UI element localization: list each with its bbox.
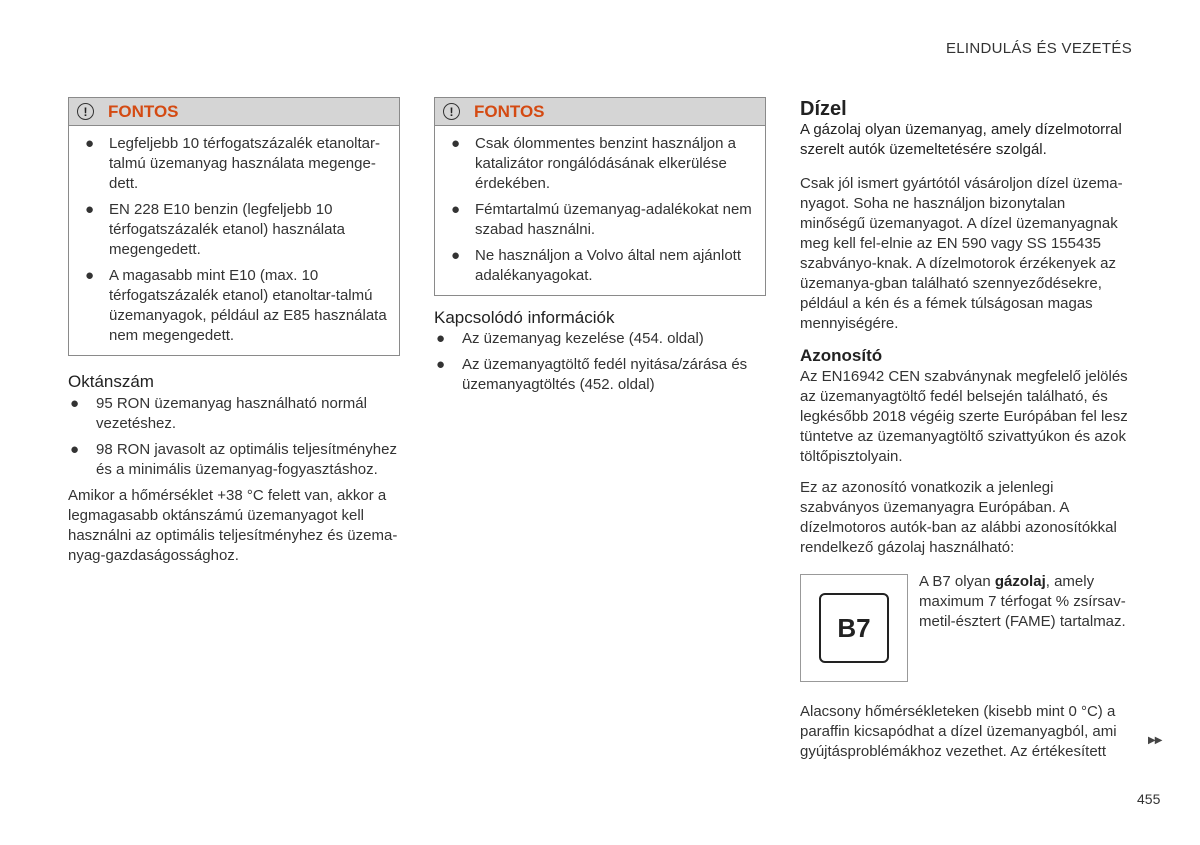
bullet-icon: ● [85,135,95,152]
list-item [445,200,755,240]
important-box [68,97,400,356]
column-left [68,97,400,566]
page-title: Dízel [800,98,847,120]
list-item [79,200,389,260]
list-item-text: 98 RON javasolt az optimális teljesítményhez és a minimális üzemanyag-fogyasztáshoz. [96,441,397,478]
important-box-title: FONTOS [474,101,545,121]
double-arrow-right-icon: ▶▶ [1148,735,1162,746]
list-item-text: Legfeljebb 10 térfogatszázalék etanoltar-talmú üzemanyag használata megenge-dett. [109,135,381,192]
list-item-text: Csak ólommentes benzint használjon a katalizátor rongálódásának elkerülése érdekében. [475,135,736,192]
bullet-icon: ● [85,201,95,218]
bullet-icon: ● [85,267,95,284]
list-item-text: Ne használjon a Volvo által nem ajánlott adalékanyagokat. [475,247,742,284]
important-box-header [435,98,765,126]
list-item-text: Fémtartalmú üzemanyag-adalékokat nem szabad használni. [475,201,752,238]
body-paragraph: Ez az azonosító vonatkozik a jelenlegi szabványos üzemanyagra Európában. A dízelmotoros autók-ban az alábbi azonosítókkal rendelkező gázolaj használható: [800,479,1117,556]
list-item [445,246,755,286]
list-item [445,134,755,194]
column-middle [434,97,766,395]
chapter-title: ELINDULÁS ÉS VEZETÉS [945,40,1132,57]
list-item-text: EN 228 E10 benzin (legfeljebb 10 térfogatszázalék etanol) használata megengedett. [109,201,345,258]
b7-identifier-icon: B7 [819,593,889,663]
list-item [68,394,400,434]
bullet-icon: ● [70,441,80,458]
list-item-text: A magasabb mint E10 (max. 10 térfogatszázalék etanol) etanoltar-talmú üzemanyagok, például az E85 használata nem megengedett. [109,267,387,344]
related-link[interactable] [434,329,766,349]
important-box-header [69,98,399,126]
body-paragraph: Csak jól ismert gyártótól vásároljon dízel üzema-nyagot. Soha ne használjon bizonytalan minőségű üzemanyagot. A dízel üzemanyagnak meg kell fel-elnie az EN 590 vagy SS 155435 szabványo-knak. A dízelmotorok érzékenyek az üzemanya-gban található szennyeződésekre, például a kén és a fémek túlságosan magas mennyiségére. [800,175,1123,332]
related-link[interactable] [434,355,766,395]
related-info-heading: Kapcsolódó információk [434,308,615,327]
body-paragraph: Alacsony hőmérsékleteken (kisebb mint 0 °C) a paraffin kicsapódhat a dízel üzemanyagból, ami gyújtásproblémákhoz vezethet. Az értékesített [800,703,1117,760]
exclamation-warning-icon: ! [77,103,94,120]
list-item-text: 95 RON üzemanyag használható normál vezetéshez. [96,395,367,432]
exclamation-warning-icon: ! [443,103,460,120]
section-heading: Oktánszám [68,372,154,391]
important-list [445,134,755,286]
b7-label-frame [800,574,908,682]
important-box-body [435,126,765,295]
bullet-icon: ● [436,330,446,347]
bullet-icon: ● [451,247,461,264]
body-paragraph: Az EN16942 CEN szabványnak megfelelő jelölés az üzemanyagtöltő fedél belsején található, és legkésőbb 2018 végéig szerte Európában fel lesz tüntetve az üzemanyagtöltő szivattyúkon és azok töltőpisztolyain. [800,368,1128,465]
body-paragraph: Amikor a hőmérséklet +38 °C felett van, akkor a legmagasabb oktánszámú üzemanyagot kell használni az optimális teljesítményhez és üzema-nyag-gazdaságossághoz. [68,487,398,564]
important-box-body [69,126,399,355]
page-number: 455 [1137,791,1161,807]
related-link-text[interactable]: Az üzemanyagtöltő fedél nyitása/zárása és üzemanyagtöltés (452. oldal) [462,356,748,393]
related-links [434,329,766,395]
bullet-icon: ● [436,356,446,373]
list-item [79,266,389,346]
b7-identifier-row [800,574,1132,682]
b7-description: A B7 olyan gázolaj, amely maximum 7 térfogat % zsírsav-metil-észtert (FAME) tartalmaz. [919,573,1126,630]
related-link-text[interactable]: Az üzemanyag kezelése (454. oldal) [462,330,704,347]
column-right [800,97,1132,762]
list-item [79,134,389,194]
octane-list [68,394,400,480]
lead-paragraph: A gázolaj olyan üzemanyag, amely dízelmotorral szerelt autók üzemeltetésére szolgál. [800,121,1122,158]
bullet-icon: ● [451,201,461,218]
subheading: Azonosító [800,346,883,365]
list-item [68,440,400,480]
important-list [79,134,389,346]
bullet-icon: ● [70,395,80,412]
important-box [434,97,766,296]
bullet-icon: ● [451,135,461,152]
important-box-title: FONTOS [108,101,179,121]
